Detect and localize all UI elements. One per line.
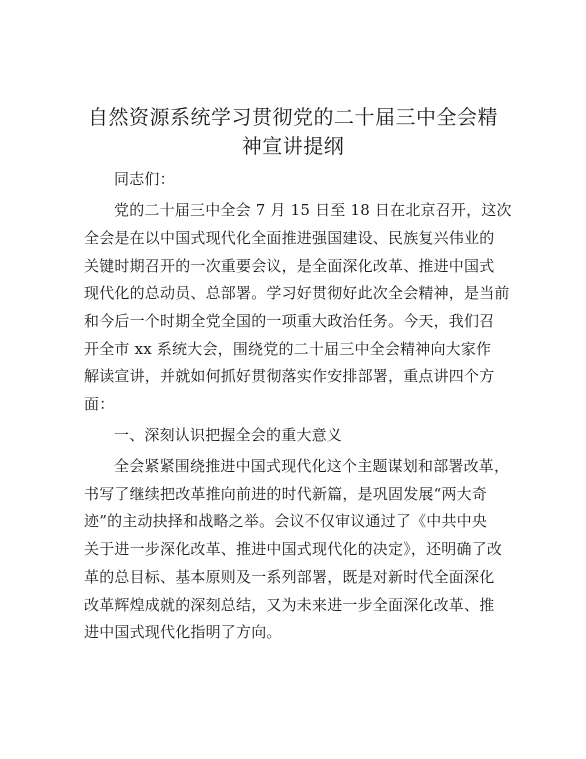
paragraph-1-line: 现代化的总动员、总部署。学习好贯彻好此次全会精神，是当前: [84, 284, 510, 302]
section-1-heading: 一、深刻认识把握全会的重大意义: [114, 426, 343, 444]
document-title-line-2: 神宣讲提纲: [241, 134, 345, 158]
paragraph-2-line: 进中国式现代化指明了方向。: [84, 623, 282, 641]
paragraph-1-line: 和今后一个时期全党全国的一项重大政治任务。今天，我们召: [84, 312, 495, 330]
paragraph-1-line: 开全市 xx 系统大会，围绕党的二十届三中全会精神向大家作: [84, 340, 492, 358]
paragraph-1-line: 解读宣讲，并就如何抓好贯彻落实作安排部署，重点讲四个方: [84, 367, 495, 385]
paragraph-1-line: 党的二十届三中全会 7 月 15 日至 18 日在北京召开，这次: [114, 201, 512, 219]
paragraph-1-line: 关键时期召开的一次重要会议，是全面深化改革、推进中国式: [84, 257, 495, 275]
paragraph-2-line: 改革辉煌成就的深刻总结，又为未来进一步全面深化改革、推: [84, 596, 495, 614]
paragraph-1-line: 全会是在以中国式现代化全面推进强国建设、民族复兴伟业的: [84, 229, 495, 247]
paragraph-1-line: 面：: [84, 395, 115, 413]
salutation: 同志们：: [114, 170, 175, 188]
paragraph-2-line: 迹”的主动抉择和战略之举。会议不仅审议通过了《中共中央: [84, 512, 488, 530]
paragraph-2-line: 书写了继续把改革推向前进的时代新篇，是巩固发展“两大奇: [84, 485, 488, 503]
paragraph-2-line: 关于进一步深化改革、推进中国式现代化的决定》，还明确了改: [84, 540, 503, 558]
document-title-line-1: 自然资源系统学习贯彻党的二十届三中全会精: [88, 105, 498, 129]
paragraph-2-line: 革的总目标、基本原则及一系列部署，既是对新时代全面深化: [84, 568, 495, 586]
paragraph-2-line: 全会紧紧围绕推进中国式现代化这个主题谋划和部署改革，: [114, 457, 510, 475]
